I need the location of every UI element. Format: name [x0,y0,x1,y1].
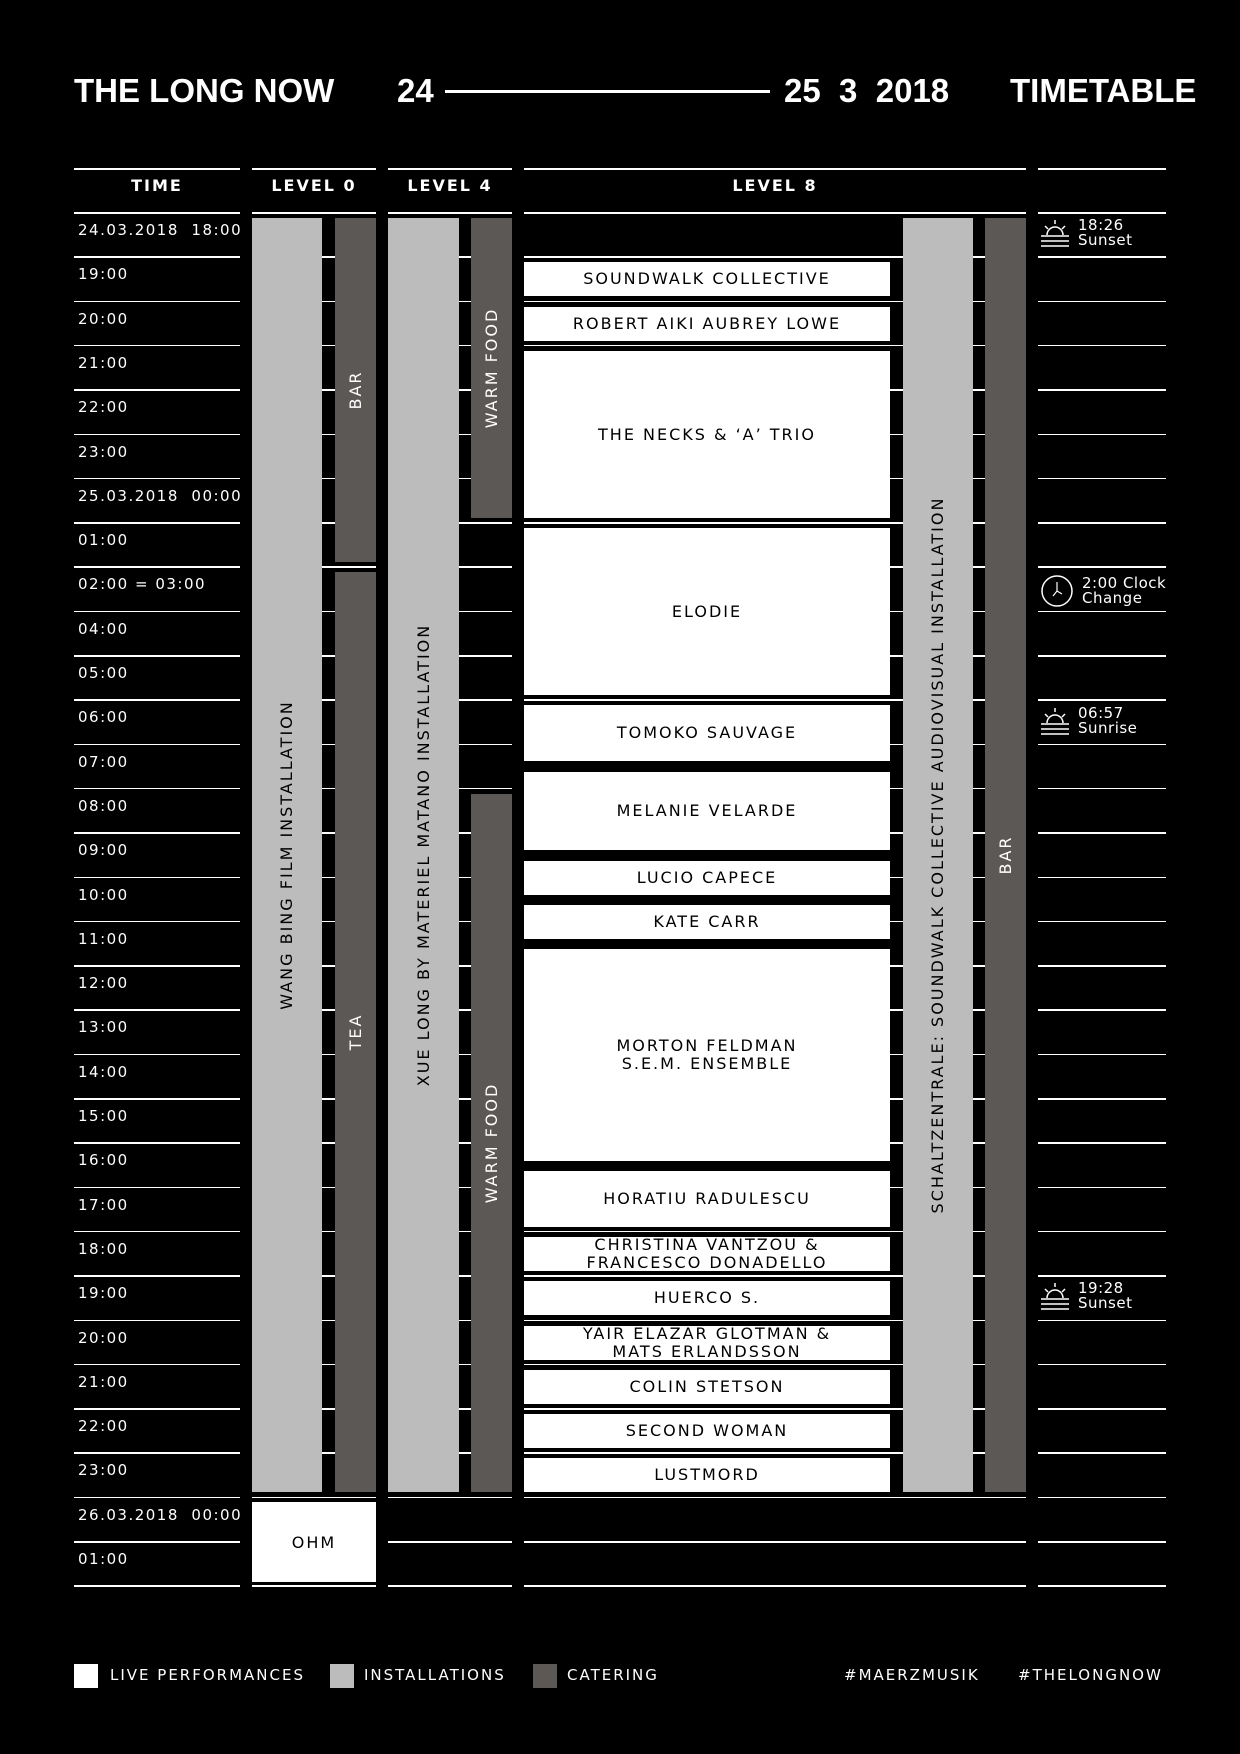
time-label: 19:00 [78,1284,129,1303]
level-0-installation-bar [252,218,322,1492]
row-rule [74,1408,240,1410]
time-label: 21:00 [78,1372,129,1391]
column-head-level-0: LEVEL 0 [271,176,357,195]
time-label: 01:00 [78,1550,129,1568]
row-rule [74,655,240,657]
row-rule [1038,1541,1166,1543]
timetable-title: TIMETABLE [1010,72,1197,109]
time-label: 20:00 [78,1328,129,1347]
row-rule [1038,345,1166,347]
level-0-installation-label: WANG BING FILM INSTALLATION [277,700,296,1010]
performance-slot: HORATIU RADULESCU [524,1171,890,1227]
level-0-tea-label: TEA [345,1013,365,1051]
row-rule [74,877,240,879]
time-label: 08:00 [78,796,129,815]
time-label: 06:00 [78,708,129,727]
column-head-time: TIME [131,176,183,195]
time-label: 11:00 [78,929,129,948]
row-rule [1038,611,1166,613]
time-label: 04:00 [78,619,129,638]
row-rule [524,212,1026,214]
row-rule [1038,1275,1166,1277]
row-rule [388,1541,512,1543]
sunset-icon [1040,1281,1070,1311]
row-rule [388,1585,512,1587]
row-rule [1038,1320,1166,1322]
level-0-ohm-block: OHM [252,1502,376,1582]
row-rule [1038,434,1166,436]
row-rule [74,1275,240,1277]
performance-slot: YAIR ELAZAR GLOTMAN & MATS ERLANDSSON [524,1326,890,1360]
sunrise-icon [1040,706,1070,736]
time-label: 13:00 [78,1018,129,1037]
event-title: THE LONG NOW [74,72,335,109]
level-4-warm-food-label-1: WARM FOOD [481,307,501,429]
row-rule [1038,1098,1166,1100]
date-range-line [445,90,770,93]
level-4-warm-food-block-2 [471,794,512,1492]
row-rule [1038,1009,1166,1011]
time-label: 21:00 [78,353,129,372]
column-top-rule [252,168,376,170]
row-rule [74,1452,240,1454]
note-sunset-1-text: 18:26 Sunset [1078,216,1133,249]
row-rule [1038,1452,1166,1454]
date-start: 24 [397,72,434,109]
column-top-rule [1038,168,1166,170]
row-rule [74,1009,240,1011]
row-rule [252,1585,376,1587]
time-label: 26.03.2018 00:00 [78,1505,243,1524]
row-rule [74,1320,240,1322]
performance-slot: ELODIE [524,528,890,695]
row-rule [74,1541,240,1543]
note-sunset-2 [1040,1281,1132,1311]
row-rule [74,566,240,568]
level-0-tea-block [335,572,376,1492]
level-4-warm-food-block-1 [471,218,512,518]
row-rule [74,1054,240,1056]
performance-slot: LUSTMORD [524,1458,890,1492]
performance-slot: LUCIO CAPECE [524,861,890,895]
performance-slot: HUERCO S. [524,1281,890,1315]
row-rule [74,1098,240,1100]
row-rule [1038,744,1166,746]
row-rule [74,1585,240,1587]
row-rule [524,1497,1026,1499]
row-rule [1038,877,1166,879]
column-top-rule [388,168,512,170]
time-label: 15:00 [78,1107,129,1125]
time-label: 17:00 [78,1195,129,1214]
row-rule [74,345,240,347]
column-head-level-4: LEVEL 4 [407,176,493,195]
time-label: 23:00 [78,1461,129,1480]
row-rule [74,256,240,258]
row-rule [388,1497,512,1499]
row-rule [1038,788,1166,790]
time-label: 16:00 [78,1151,129,1170]
row-rule [74,965,240,967]
time-label: 18:00 [78,1239,129,1258]
performance-slot: KATE CARR [524,905,890,939]
clock-icon [1040,574,1074,608]
legend-swatch-catering [533,1664,557,1688]
legend-swatch-installations [330,1664,354,1688]
level-8-installation-label: SCHALTZENTRALE: SOUNDWALK COLLECTIVE AUDIOVISUAL INSTALLATION [928,496,947,1214]
row-rule [74,389,240,391]
row-rule [388,212,512,214]
row-rule [1038,1054,1166,1056]
row-rule [74,522,240,524]
row-rule [74,212,240,214]
row-rule [1038,566,1166,568]
row-rule [74,1187,240,1189]
legend-label-live: LIVE PERFORMANCES [110,1666,305,1684]
sunset-icon [1040,218,1070,248]
legend-swatch-live [74,1664,98,1688]
time-label: 20:00 [78,309,129,328]
row-rule [1038,256,1166,258]
row-rule [524,1541,1026,1543]
performance-slot: TOMOKO SAUVAGE [524,705,890,761]
level-4-installation-label: XUE LONG BY MATERIEL MATANO INSTALLATION [413,623,433,1087]
time-label: 19:00 [78,265,129,284]
row-rule [1038,1364,1166,1366]
row-rule [74,832,240,834]
performance-slot: CHRISTINA VANTZOU & FRANCESCO DONADELLO [524,1237,890,1271]
note-sunset-2-text: 19:28 Sunset [1078,1279,1133,1312]
row-rule [1038,1231,1166,1233]
column-top-rule [74,168,240,170]
time-label: 05:00 [78,664,129,682]
row-rule [1038,832,1166,834]
row-rule [1038,1187,1166,1189]
row-rule [74,1231,240,1233]
column-head-level-8: LEVEL 8 [732,176,818,195]
time-label: 07:00 [78,752,129,771]
time-label: 24.03.2018 18:00 [78,221,243,239]
row-rule [74,921,240,923]
level-0-bar-block [335,218,376,562]
time-label: 23:00 [78,442,129,461]
row-rule [74,1142,240,1144]
row-rule [1038,389,1166,391]
level-4-installation-bar [388,218,459,1492]
note-clock-change [1040,574,1166,608]
row-rule [74,788,240,790]
time-label: 22:00 [78,1417,129,1436]
row-rule [74,434,240,436]
row-rule [74,478,240,480]
time-label: 10:00 [78,885,129,904]
level-8-bar-block [985,218,1026,1492]
row-rule [1038,478,1166,480]
performance-slot: SOUNDWALK COLLECTIVE [524,262,890,296]
note-sunrise-text: 06:57 Sunrise [1078,704,1138,737]
time-label: 09:00 [78,841,129,860]
row-rule [74,301,240,303]
performance-slot: MELANIE VELARDE [524,772,890,850]
row-rule [1038,1585,1166,1587]
level-8-bar-label: BAR [995,835,1015,875]
row-rule [74,699,240,701]
date-end: 25 3 2018 [784,72,950,109]
row-rule [74,1364,240,1366]
level-4-warm-food-label-2: WARM FOOD [481,1082,501,1204]
note-clock-change-text: 2:00 Clock Change [1082,574,1167,607]
legend-label-installations: INSTALLATIONS [364,1666,506,1684]
time-label: 25.03.2018 00:00 [78,486,243,505]
time-label: 14:00 [78,1062,129,1081]
performance-slot: SECOND WOMAN [524,1414,890,1448]
row-rule [74,1497,240,1499]
time-label: 12:00 [78,974,129,993]
row-rule [1038,301,1166,303]
note-sunset-1 [1040,218,1132,248]
row-rule [1038,965,1166,967]
row-rule [524,1585,1026,1587]
row-rule [1038,655,1166,657]
row-rule [1038,212,1166,214]
time-label: 22:00 [78,398,129,417]
row-rule [1038,1408,1166,1410]
row-rule [74,611,240,613]
performance-slot: ROBERT AIKI AUBREY LOWE [524,307,890,341]
row-rule [252,1497,376,1499]
level-0-bar-label: BAR [345,370,365,410]
performance-slot: COLIN STETSON [524,1370,890,1404]
row-rule [1038,1497,1166,1499]
performance-slot: THE NECKS & ‘A’ TRIO [524,351,890,518]
row-rule [1038,1142,1166,1144]
performance-slot: MORTON FELDMAN S.E.M. ENSEMBLE [524,949,890,1161]
row-rule [74,744,240,746]
time-label: 01:00 [78,531,129,550]
row-rule [1038,522,1166,524]
level-8-installation-bar [903,218,973,1492]
row-rule [1038,699,1166,701]
legend-label-catering: CATERING [567,1666,659,1684]
note-sunrise [1040,706,1137,736]
time-label: 02:00 = 03:00 [78,575,207,594]
hashtag-thelongnow: #THELONGNOW [1018,1666,1163,1684]
column-top-rule [524,168,1026,170]
hashtag-maerzmusik: #MAERZMUSIK [844,1666,980,1684]
row-rule [1038,921,1166,923]
row-rule [252,212,376,214]
